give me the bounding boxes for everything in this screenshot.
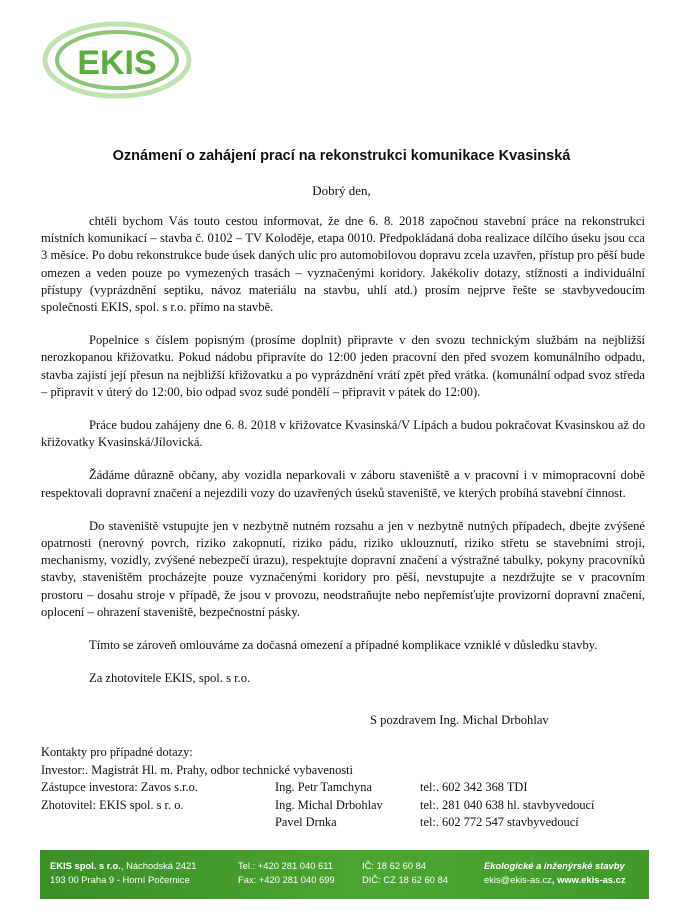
contacts-heading: Kontakty pro případné dotazy: bbox=[41, 745, 193, 759]
paragraph-3: Práce budou zahájeny dne 6. 8. 2018 v křižovatce Kvasinská/V Lipách a budou pokračovat Kvasinskou až do křižovatky Kvasinská/Jílovická. bbox=[41, 418, 645, 450]
ekis-logo bbox=[42, 18, 192, 103]
paragraph-7: Za zhotovitele EKIS, spol. s r.o. bbox=[89, 671, 251, 686]
contacts-block bbox=[41, 744, 651, 832]
contact-name: Pavel Drnka bbox=[275, 815, 337, 830]
paragraph-6: Tímto se zároveň omlouváme za dočasná omezení a případné komplikace vzniklé v důsledku stavby. bbox=[89, 638, 598, 653]
footer-address bbox=[50, 859, 196, 886]
contacts-investor: Investor:. Magistrát Hl. m. Prahy, odbor technické vybavenosti bbox=[41, 762, 353, 777]
contact-row bbox=[41, 814, 651, 832]
footer-company: EKIS spol. s r.o. bbox=[50, 860, 121, 871]
contact-role: Zhotovitel: EKIS spol. s r. o. bbox=[41, 797, 184, 812]
paragraph-2: Popelnice s číslem popisným (prosíme doplnit) připravte v den svozu technickým službám na nejbližší nerozkopanou křižovatku. Pokud nádobu připravíte do 12:00 jeden pracovní den před svozem komunálního odpadu, stavba zajistí její přesun na nejbližší křižovatku a po vyprázdnění vrátí zpět před vrátka. (komunální odpad svoz středa – připravit v úterý do 12:00, bio odpad svoz sudé pondělí – připravit v pátek do 12:00). bbox=[41, 333, 645, 399]
footer-dic: DIČ: CZ 18 62 60 84 bbox=[362, 873, 448, 885]
footer-ids bbox=[362, 859, 448, 886]
signature: S pozdravem Ing. Michal Drbohlav bbox=[370, 713, 549, 727]
footer-slogan: Ekologické a inženýrské stavby bbox=[484, 860, 625, 871]
footer-street: , Náchodská 2421 bbox=[120, 860, 197, 871]
paragraph-4: Žádáme důrazně občany, aby vozidla neparkovali v záboru staveniště a v pracovní i v mimopracovní době respektovali dopravní značení a nejezdili vozy do uzavřených úseků staveniště, ve kterých probíhá stavební činnost. bbox=[41, 468, 645, 500]
logo-text: EKIS bbox=[77, 44, 157, 82]
contact-name: Ing. Michal Drbohlav bbox=[275, 797, 383, 812]
contact-row bbox=[41, 779, 651, 797]
contact-tel: tel:. 602 342 368 TDI bbox=[420, 780, 528, 795]
footer-bar bbox=[40, 850, 649, 899]
footer-ic: IČ: 18 62 60 84 bbox=[362, 860, 427, 871]
ekis-logo-graphic bbox=[42, 18, 192, 103]
greeting: Dobrý den, bbox=[312, 183, 371, 198]
footer-web bbox=[484, 859, 626, 886]
contact-name: Ing. Petr Tamchyna bbox=[275, 780, 372, 795]
footer-tel: Tel.: +420 281 040 611 bbox=[238, 860, 333, 871]
paragraph-5: Do staveniště vstupujte jen v nezbytně nutném rozsahu a jen v nezbytně nutných případech, dbejte zvýšené opatrnosti (nerovný povrch, riziko zakopnutí, riziko pádu, riziko uklouznutí, riziko střetu se stavebními stroji, mechanismy, vozidly, zvýšené nebezpečí úrazu), respektujte dopravní značení a výstražné tabulky, pokyny pracovníků stavby, staveništěm procházejte pouze vyznačenými koridory pro pěší, nevstupujte a nezdržujte se v pracovním prostoru – dosahu stroje v případě, že jsou v provozu, neodstraňujte nebo nepřemísťujte provizorní dopravní značení, oplocení – ohrazení staveniště, bezpečnostní pásky. bbox=[41, 518, 645, 619]
contact-tel: tel:. 602 772 547 stavbyvedoucí bbox=[420, 815, 579, 830]
footer-website[interactable]: , www.ekis-as.cz bbox=[551, 873, 626, 885]
page-title: Oznámení o zahájení prací na rekonstrukci komunikace Kvasinská bbox=[112, 148, 571, 164]
footer-fax: Fax: +420 281 040 699 bbox=[238, 873, 335, 885]
contact-role: Zástupce investora: Zavos s.r.o. bbox=[41, 780, 198, 795]
footer-email[interactable]: ekis@ekis-as.cz bbox=[484, 873, 552, 885]
contact-row bbox=[41, 797, 651, 815]
letter-body bbox=[41, 213, 645, 703]
footer-phones bbox=[238, 859, 335, 886]
paragraph-1: chtěli bychom Vás touto cestou informovat, že dne 6. 8. 2018 započnou stavební práce na rekonstrukci místních komunikací – stavba č. 0102 – TV Koloděje, etapa 0010. Předpokládaná doba realizace dílčího úseku jsou cca 3 měsíce. Po dobu rekonstrukce bude úsek daných ulic pro automobilovou dopravu zcela uzavřen, přístup pro pěší bude omezen a veden pouze po vymezených trasách – vyznačenými koridory. Jakékoliv dotazy, stížnosti a individuální přístupy (vyprázdnění septiku, návoz materiálu na stavbu, uhlí atd.) prosím nejprve řešte se stavbyvedoucím společnosti EKIS, spol. s r.o. přímo na stavbě. bbox=[41, 214, 645, 315]
footer-city: 193 00 Praha 9 - Horní Počernice bbox=[50, 873, 190, 885]
contact-tel: tel:. 281 040 638 hl. stavbyvedoucí bbox=[420, 797, 595, 812]
